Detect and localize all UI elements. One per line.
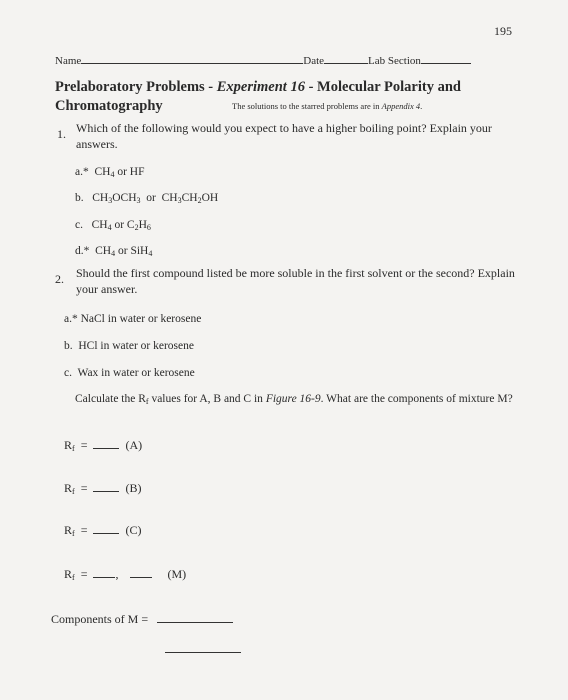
header-fields bbox=[55, 53, 471, 67]
components-blank-1[interactable] bbox=[157, 612, 233, 623]
components-blank-2[interactable] bbox=[165, 642, 241, 653]
lab-section-field[interactable] bbox=[421, 53, 471, 64]
page-title: Prelaboratory Problems - Experiment 16 - Molecular Polarity and Chromatography bbox=[55, 79, 461, 114]
rf-a-blank[interactable] bbox=[93, 438, 119, 449]
rf-m-blank-2[interactable] bbox=[130, 567, 152, 578]
lab-section-label: Lab Section bbox=[368, 55, 421, 67]
rf-m-blank-1[interactable] bbox=[93, 567, 115, 578]
rf-b-row: $R_f$ = (B) bbox=[64, 481, 142, 496]
q2-text: Should the first compound listed be more soluble in the first solvent or the second? Explain your answer. bbox=[76, 266, 515, 296]
rf-m-row: $R_f$ = , (M) bbox=[64, 567, 187, 582]
q1-option-d: d.* $CH_4$ or SiH$_4$ bbox=[75, 245, 153, 258]
date-field[interactable] bbox=[324, 53, 368, 64]
q2-number: 2. bbox=[55, 272, 64, 286]
q1-text: Which of the following would you expect to have a higher boiling point? Explain your answers. bbox=[76, 121, 492, 151]
name-field[interactable] bbox=[81, 53, 303, 64]
q2-option-a: a.* NaCl in water or kerosene bbox=[64, 313, 202, 325]
date-label: Date bbox=[303, 55, 325, 67]
q1-option-c: c. $CH_4$ or $C_2H_6$ bbox=[75, 219, 151, 232]
name-label: Name bbox=[55, 55, 82, 67]
calculate-instruction: Calculate the $R_f$ values for A, B and C in Figure 16-9. What are the components of mixture M? bbox=[75, 393, 513, 406]
q1-option-b: b. $CH_3OCH_3$ or $CH_3CH_2OH$ bbox=[75, 192, 219, 205]
rf-b-blank[interactable] bbox=[93, 481, 119, 492]
q1-number: 1. bbox=[57, 127, 66, 141]
solutions-note: The solutions to the starred problems are in Appendix 4. bbox=[232, 101, 423, 111]
components-blank-2-wrap bbox=[165, 640, 241, 658]
rf-c-row: $R_f$ = (C) bbox=[64, 523, 142, 538]
rf-a-row: $R_f$ = (A) bbox=[64, 438, 143, 453]
q1-option-a: a.* $CH_4$ or HF bbox=[75, 166, 145, 179]
q2-option-c: c. Wax in water or kerosene bbox=[64, 367, 195, 379]
rf-c-blank[interactable] bbox=[93, 523, 119, 534]
q2-option-b: b. HCl in water or kerosene bbox=[64, 340, 194, 352]
components-row: Components of M = bbox=[51, 612, 233, 627]
experiment-number: Experiment 16 bbox=[216, 79, 305, 95]
page-number: 195 bbox=[494, 24, 512, 38]
